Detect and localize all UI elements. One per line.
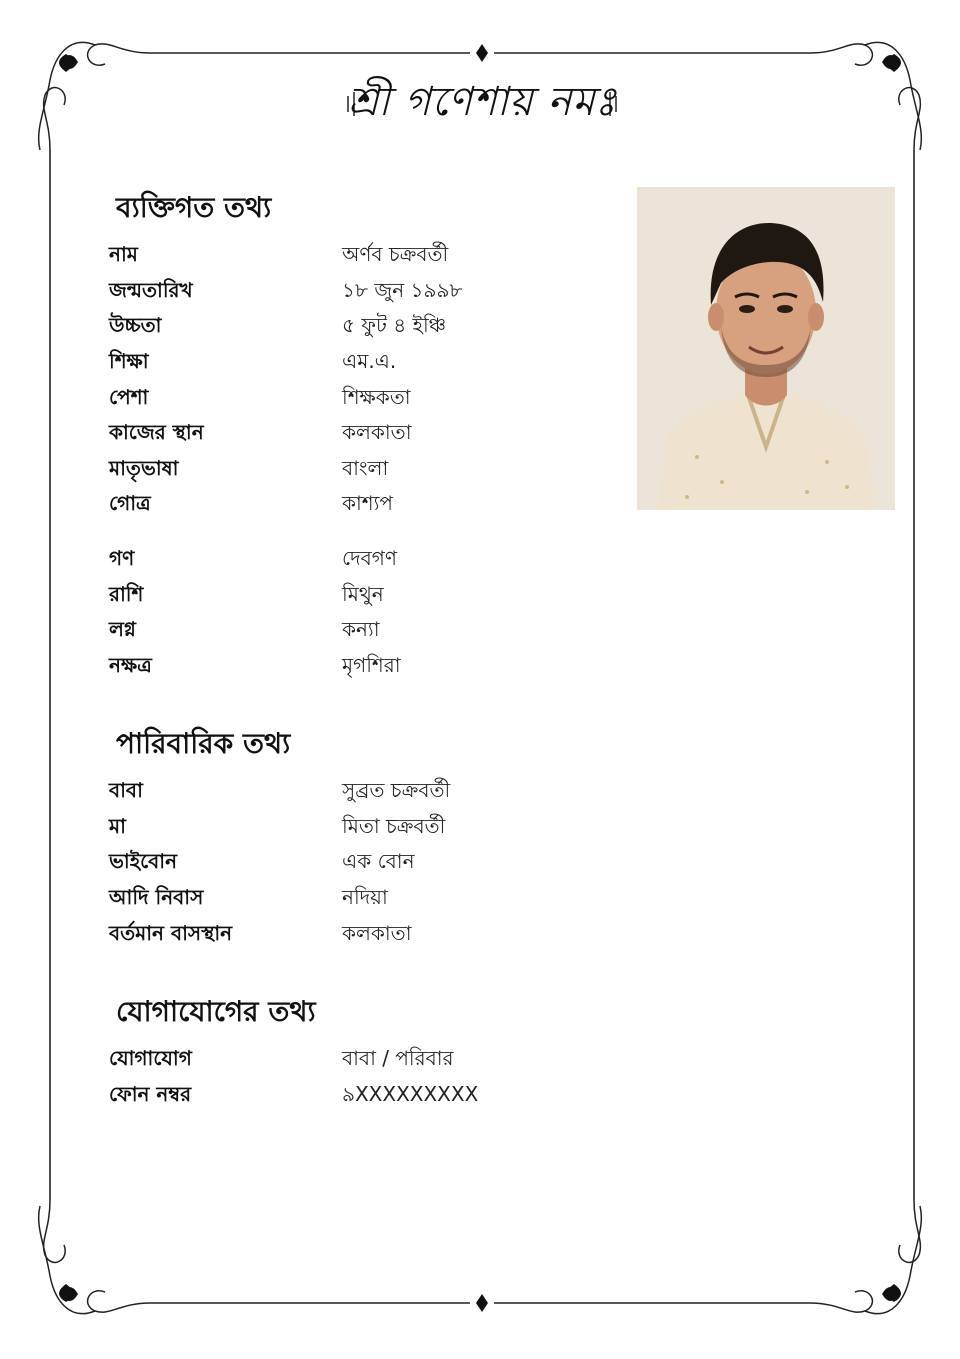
list-item: [109, 650, 462, 686]
list-item: [109, 543, 462, 579]
field-label: পেশা: [109, 384, 149, 409]
list-item: [109, 846, 450, 882]
list-item: [109, 1043, 478, 1079]
field-value: বাবা / পরিবার: [342, 1046, 454, 1071]
field-label: রাশি: [109, 581, 144, 606]
field-value: এক বোন: [342, 849, 415, 874]
field-value: সুব্রত চক্রবর্তী: [342, 778, 451, 803]
personal-info-heading: ব্যক্তিগত তথ্য: [116, 191, 272, 224]
list-item: [109, 381, 462, 417]
field-value: কাশ্যপ: [342, 491, 394, 516]
field-value: শিক্ষকতা: [342, 384, 411, 409]
list-item: [109, 239, 462, 275]
field-label: নক্ষত্র: [109, 652, 152, 677]
field-label: ভাইবোন: [109, 849, 178, 874]
field-label: বাবা: [109, 778, 143, 803]
field-label: আদি নিবাস: [109, 885, 204, 910]
personal-info-list: [109, 239, 462, 685]
list-item: [109, 275, 462, 311]
field-label: মাতৃভাষা: [109, 455, 179, 480]
field-label: ফোন নম্বর: [109, 1081, 192, 1106]
contact-info-heading: যোগাযোগের তথ্য: [116, 995, 316, 1028]
field-value: কলকাতা: [342, 920, 412, 945]
field-label: বর্তমান বাসস্থান: [109, 920, 233, 945]
field-value: মিতা চক্রবর্তী: [342, 813, 446, 838]
field-value: ১৮ জুন ১৯৯৮: [342, 277, 463, 302]
contact-info-list: [109, 1043, 478, 1114]
field-value: মিথুন: [342, 581, 384, 606]
phone-number: ৯XXXXXXXXX: [342, 1081, 479, 1106]
list-item: [109, 310, 462, 346]
list-item: [109, 488, 462, 524]
family-info-heading: পারিবারিক তথ্য: [116, 727, 291, 760]
field-value: মৃগশিরা: [342, 652, 401, 677]
field-label: উচ্চতা: [109, 313, 162, 338]
field-value: ৫ ফুট ৪ ইঞ্চি: [342, 313, 447, 338]
field-value: এম.এ.: [342, 349, 397, 374]
field-value: বাংলা: [342, 455, 389, 480]
field-label: মা: [109, 813, 126, 838]
list-item: [109, 614, 462, 650]
list-item: [109, 346, 462, 382]
field-label: নাম: [109, 242, 138, 267]
field-value: দেবগণ: [342, 546, 397, 571]
list-item: [109, 917, 450, 953]
field-value: অর্ণব চক্রবর্তী: [342, 242, 449, 267]
list-item: [109, 578, 462, 614]
list-item: [109, 1079, 478, 1115]
field-label: গণ: [109, 546, 135, 571]
field-value: কন্যা: [342, 617, 380, 642]
invocation-heading: শ্রী গণেশায় নমঃ: [348, 78, 617, 125]
list-item: [109, 811, 450, 847]
field-label: শিক্ষা: [109, 349, 149, 374]
list-item: [109, 453, 462, 489]
field-label: কাজের স্থান: [109, 420, 204, 445]
list-item: [109, 775, 450, 811]
field-label: জন্মতারিখ: [109, 277, 193, 302]
list-item: [109, 417, 462, 453]
family-info-list: [109, 775, 450, 953]
field-label: লগ্ন: [109, 617, 136, 642]
field-value: নদিয়া: [342, 885, 388, 910]
profile-photo: [637, 187, 895, 510]
field-label: যোগাযোগ: [109, 1046, 192, 1071]
field-value: কলকাতা: [342, 420, 412, 445]
list-item: [109, 882, 450, 918]
field-label: গোত্র: [109, 491, 151, 516]
